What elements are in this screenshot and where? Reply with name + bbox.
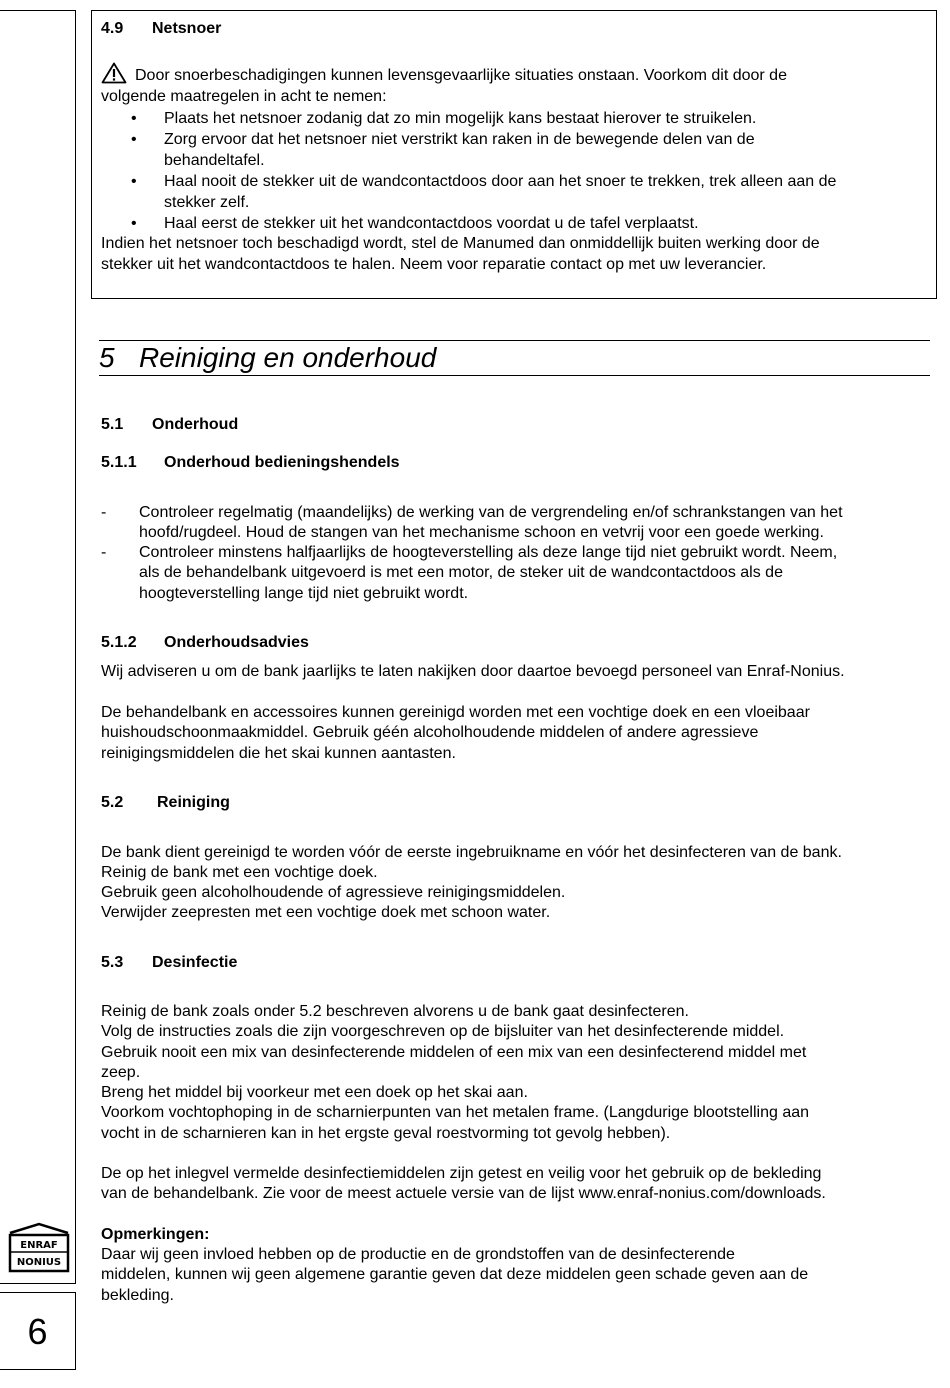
remarks-title: Opmerkingen: <box>101 1226 210 1243</box>
bullet-item-3-line-2: stekker zelf. <box>164 194 250 211</box>
remarks-line-2: middelen, kunnen wij geen algemene garantie geven dat deze middelen geen schade geven aan de <box>101 1266 809 1283</box>
reiniging-line-4: Verwijder zeepresten met een vochtige doek met schoon water. <box>101 904 551 921</box>
bullet-dot-icon: • <box>131 110 137 127</box>
section-number: 4.9 <box>101 20 124 37</box>
section-title: Reiniging <box>157 794 230 811</box>
reiniging-line-3: Gebruik geen alcoholhoudende of agressieve reinigingsmiddelen. <box>101 884 566 901</box>
desinfectie-p2-line-2: van de behandelbank. Zie voor de meest actuele versie van de lijst www.enraf-nonius.com/downloads. <box>101 1185 826 1202</box>
section-4-9-heading <box>101 19 221 39</box>
section-5-2-heading <box>101 793 230 813</box>
bullet-item-1: Plaats het netsnoer zodanig dat zo min mogelijk kans bestaat hierover te struikelen. <box>164 110 757 127</box>
chapter-title <box>99 340 930 376</box>
bullet-item-2-line-2: behandeltafel. <box>164 152 265 169</box>
bullet-item-3-line-1: Haal nooit de stekker uit de wandcontactdoos door aan het snoer te trekken, trek alleen aan de <box>164 173 837 190</box>
remarks-line-3: bekleding. <box>101 1287 174 1304</box>
list-item-1-line-1: Controleer regelmatig (maandelijks) de werking van de vergrendeling en/of schrankstangen van het <box>139 504 843 521</box>
section-title: Desinfectie <box>152 954 238 971</box>
logo-line1: ENRAF <box>20 1240 58 1251</box>
warning-intro-line-2: volgende maatregelen in acht te nemen: <box>101 88 387 105</box>
desinfectie-line-3: Gebruik nooit een mix van desinfecterende middelen of een mix van een desinfecterend middel met <box>101 1044 807 1061</box>
bullet-item-2-line-1: Zorg ervoor dat het netsnoer niet verstrikt kan raken in de bewegende delen van de <box>164 131 755 148</box>
list-item-2-line-3: hoogteverstelling lange tijd niet gebruikt wordt. <box>139 585 469 602</box>
paragraph-advice: Wij adviseren u om de bank jaarlijks te laten nakijken door daartoe bevoegd personeel van Enraf-Nonius. <box>101 663 845 680</box>
list-item-2-line-1: Controleer minstens halfjaarlijks de hoogteverstelling als deze lange tijd niet gebruikt wordt. Neem, <box>139 544 838 561</box>
section-title: Onderhoudsadvies <box>164 634 309 651</box>
reiniging-line-2: Reinig de bank met een vochtige doek. <box>101 864 378 881</box>
warning-outro-line-2: stekker uit het wandcontactdoos te halen. Neem voor reparatie contact op met uw leverancier. <box>101 256 767 273</box>
remarks-line-1: Daar wij geen invloed hebben op de productie en de grondstoffen van de desinfecterende <box>101 1246 735 1263</box>
warning-intro-line-1: Door snoerbeschadigingen kunnen levensgevaarlijke situaties onstaan. Voorkom dit door de <box>135 67 787 84</box>
desinfectie-line-4: zeep. <box>101 1064 141 1081</box>
section-number: 5.1.2 <box>101 634 137 651</box>
paragraph-cleaning-line-2: huishoudschoonmaakmiddel. Gebruik géén alcoholhoudende middelen of andere agressieve <box>101 724 759 741</box>
dash-bullet-icon: - <box>101 504 107 521</box>
chapter-title-text: Reiniging en onderhoud <box>139 342 437 373</box>
bullet-dot-icon: • <box>131 173 137 190</box>
page-number: 6 <box>0 1292 76 1370</box>
bullet-dot-icon: • <box>131 131 137 148</box>
bullet-dot-icon: • <box>131 215 137 232</box>
section-number: 5.1 <box>101 416 124 433</box>
logo-line2: NONIUS <box>16 1257 62 1268</box>
chapter-number: 5 <box>99 342 115 373</box>
paragraph-cleaning-line-3: reinigingsmiddelen die het skai kunnen aantasten. <box>101 745 456 762</box>
section-5-1-2-heading <box>101 633 309 653</box>
desinfectie-line-1: Reinig de bank zoals onder 5.2 beschreven alvorens u de bank gaat desinfecteren. <box>101 1003 689 1020</box>
paragraph-cleaning-line-1: De behandelbank en accessoires kunnen gereinigd worden met een vochtige doek en een vloeibaar <box>101 704 810 721</box>
desinfectie-line-5: Breng het middel bij voorkeur met een doek op het skai aan. <box>101 1084 528 1101</box>
reiniging-line-1: De bank dient gereinigd te worden vóór de eerste ingebruikname en vóór het desinfecteren van de bank. <box>101 844 842 861</box>
warning-outro-line-1: Indien het netsnoer toch beschadigd wordt, stel de Manumed dan onmiddellijk buiten werking door de <box>101 235 820 252</box>
section-5-3-heading <box>101 953 237 973</box>
left-margin-bar <box>0 10 76 1284</box>
section-5-1-heading <box>101 415 238 435</box>
dash-bullet-icon: - <box>101 544 107 561</box>
list-item-1-line-2: hoofd/rugdeel. Houd de stangen van het mechanisme schoon en vetvrij voor een goede werking. <box>139 524 824 541</box>
section-title: Onderhoud bedieningshendels <box>164 454 400 471</box>
enraf-nonius-logo <box>6 1221 72 1276</box>
desinfectie-p2-line-1: De op het inlegvel vermelde desinfectiemiddelen zijn getest en veilig voor het gebruik op de bekleding <box>101 1165 822 1182</box>
section-number: 5.2 <box>101 794 124 811</box>
section-number: 5.3 <box>101 954 124 971</box>
section-number: 5.1.1 <box>101 454 137 471</box>
bullet-item-4: Haal eerst de stekker uit het wandcontactdoos voordat u de tafel verplaatst. <box>164 215 699 232</box>
desinfectie-line-6: Voorkom vochtophoping in de scharnierpunten van het metalen frame. (Langdurige blootstelling aan <box>101 1104 810 1121</box>
desinfectie-line-7: vocht in de scharnieren kan in het ergste geval roestvorming tot gevolg hebben). <box>101 1125 671 1142</box>
desinfectie-line-2: Volg de instructies zoals die zijn voorgeschreven op de bijsluiter van het desinfecterende middel. <box>101 1023 785 1040</box>
section-title: Onderhoud <box>152 416 239 433</box>
section-title: Netsnoer <box>152 20 222 37</box>
section-5-1-1-heading <box>101 453 400 473</box>
enraf-nonius-logo-icon <box>6 1221 72 1276</box>
list-item-2-line-2: als de behandelbank uitgevoerd is met een motor, de steker uit de wandcontactdoos als de <box>139 564 783 581</box>
